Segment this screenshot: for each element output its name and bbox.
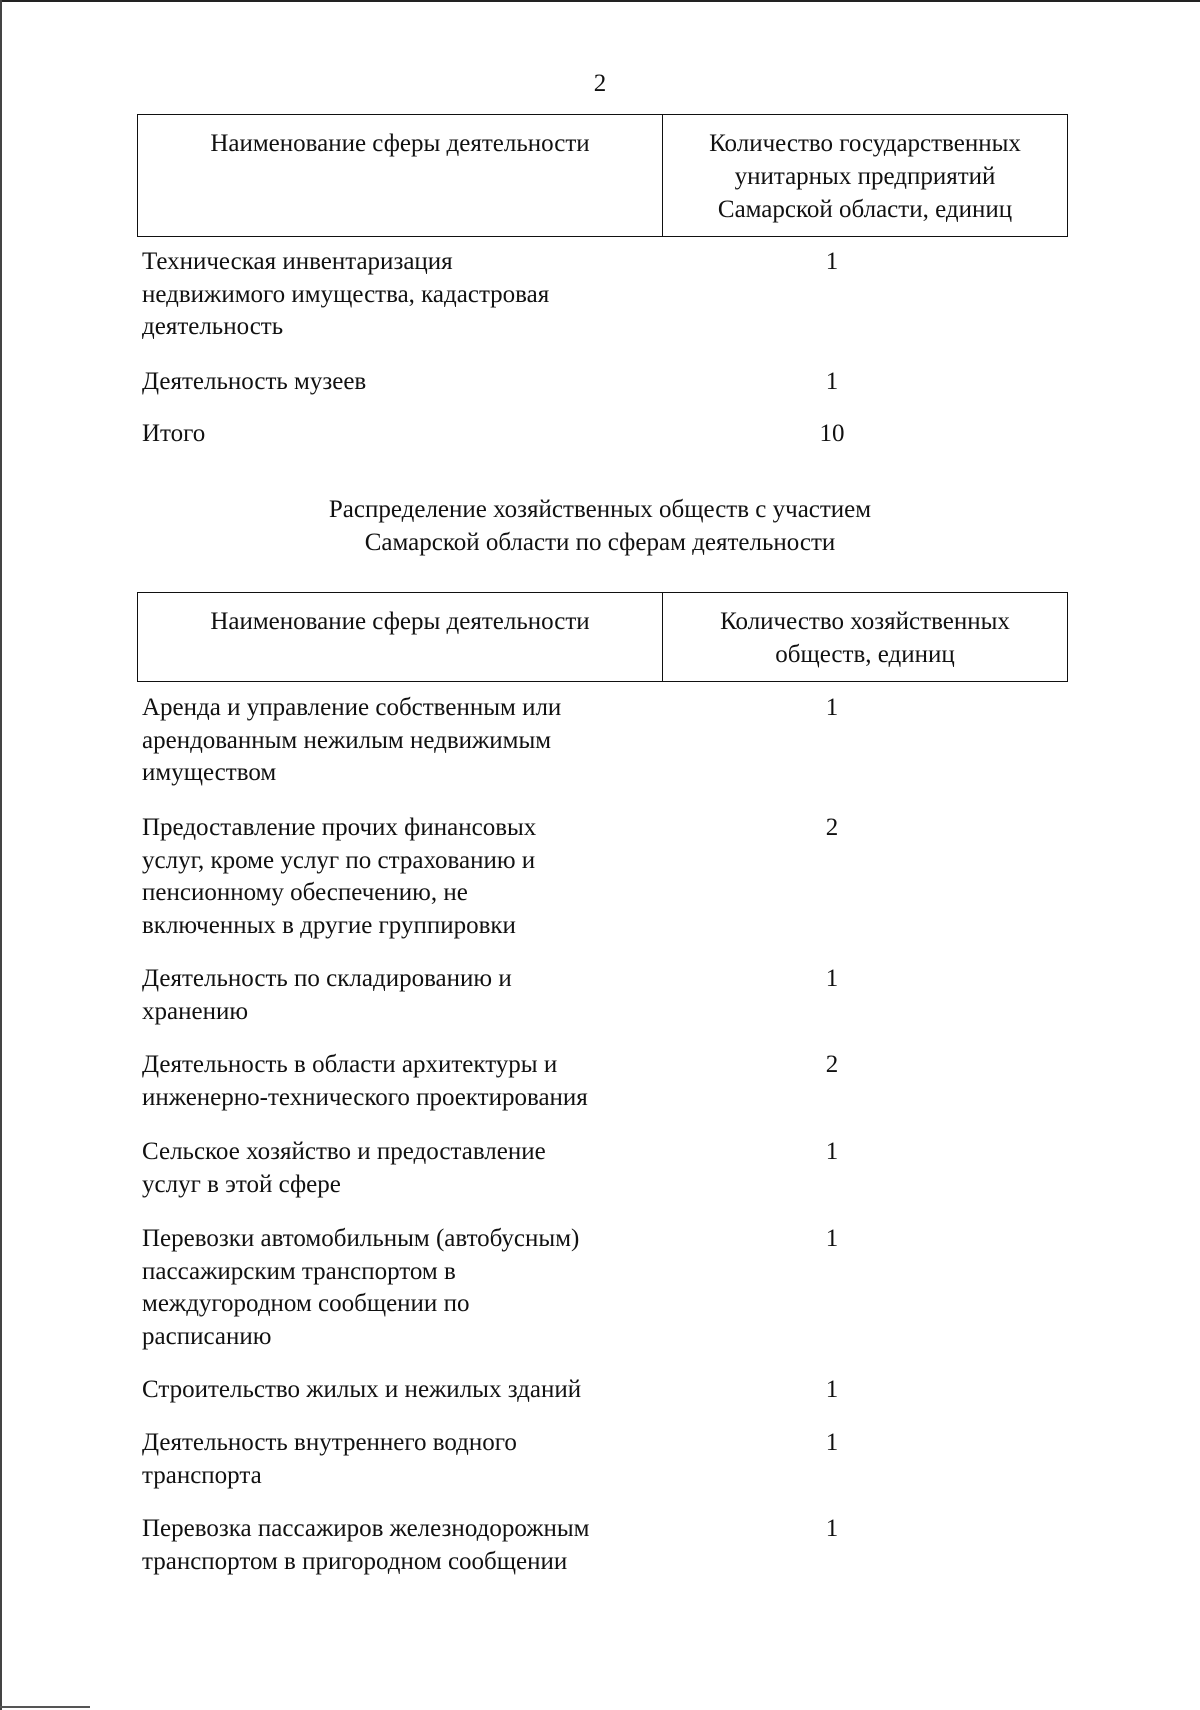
scan-border-top (0, 0, 1200, 2)
row-sphere-name: Деятельность внутреннего водного транспорта (142, 1429, 517, 1489)
row-sphere-name: Деятельность по складированию и хранению (142, 965, 512, 1025)
section-title: Распределение хозяйственных обществ с участием Самарской области по сферам деятельности (328, 496, 872, 556)
row-sphere-name: Деятельность в области архитектуры и инженерно-технического проектирования (142, 1051, 588, 1111)
table2-header-count: Количество хозяйственных обществ, единиц (663, 593, 1068, 682)
row-count: 1 (825, 694, 839, 721)
row-sphere-name: Техническая инвентаризация недвижимого имущества, кадастровая деятельность (142, 248, 550, 340)
row-count: 1 (825, 1138, 839, 1165)
row-count: 2 (825, 1051, 839, 1078)
scan-mark-bottom (0, 1706, 90, 1708)
row-count: 1 (825, 1376, 839, 1403)
row-sphere-name: Деятельность музеев (142, 368, 367, 395)
row-sphere-name: Сельское хозяйство и предоставление услуг в этой сфере (142, 1138, 546, 1198)
row-sphere-name: Аренда и управление собственным или арендованным нежилым недвижимым имуществом (142, 694, 562, 786)
row-count: 1 (825, 1429, 839, 1456)
table1-header (137, 114, 1068, 237)
table2-header-sphere: Наименование сферы деятельности (138, 593, 663, 682)
row-count: 2 (825, 814, 839, 841)
table1-header-sphere: Наименование сферы деятельности (138, 115, 663, 237)
row-sphere-name: Перевозки автомобильным (автобусным) пассажирским транспортом в междугородном сообщении по расписанию (142, 1225, 580, 1350)
row-count: 1 (825, 1515, 839, 1542)
total-label: Итого (142, 420, 206, 447)
row-count: 1 (825, 368, 839, 395)
table1-header-count: Количество государственных унитарных предприятий Самарской области, единиц (663, 115, 1068, 237)
row-count: 1 (825, 965, 839, 992)
row-count: 1 (825, 248, 839, 275)
table2-header (137, 592, 1068, 682)
scan-border-left (0, 0, 2, 1710)
row-sphere-name: Строительство жилых и нежилых зданий (142, 1376, 582, 1403)
page-number: 2 (593, 70, 607, 97)
row-count: 1 (825, 1225, 839, 1252)
total-count: 10 (819, 420, 845, 447)
row-sphere-name: Предоставление прочих финансовых услуг, кроме услуг по страхованию и пенсионному обеспечению, не включенных в другие группировки (142, 814, 537, 939)
row-sphere-name: Перевозка пассажиров железнодорожным транспортом в пригородном сообщении (142, 1515, 590, 1575)
